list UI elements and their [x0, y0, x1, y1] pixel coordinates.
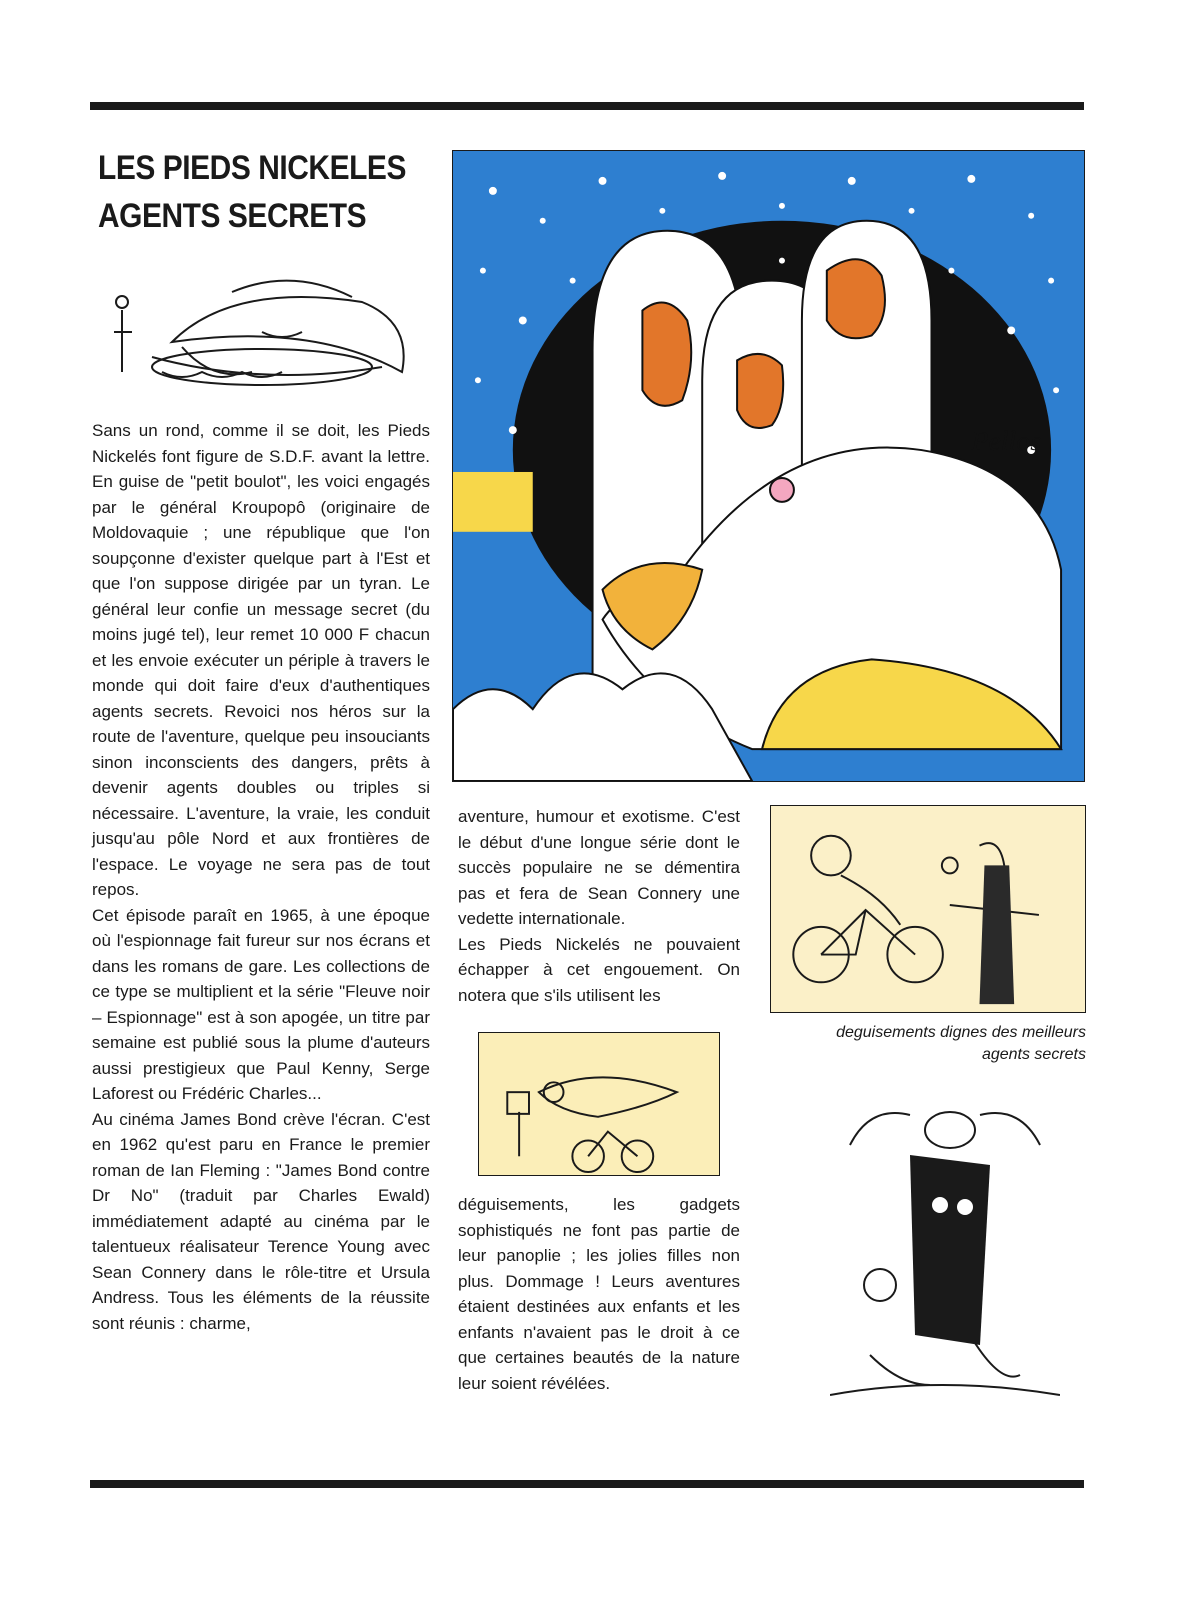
- column-2-lower-text: [458, 1192, 740, 1396]
- airplane-disguise-drawing: [479, 1033, 719, 1175]
- signature: Pellos: [971, 426, 1042, 458]
- polar-bear-illustration: [452, 150, 1085, 782]
- title-line-2: AGENTS SECRETS: [98, 197, 367, 235]
- paragraph: déguisements, les gadgets sophistiqués ne font pas partie de leur panoplie ; les jolies filles non plus. Dommage ! Leurs aventures étaient destinées aux enfants et les enfants n'avaient pas le droit à ce que certaines beautés de la nature leur soient révélées.: [458, 1195, 740, 1393]
- bicycle-disguise-drawing: [771, 806, 1085, 1012]
- hat-sleeper-drawing: [112, 262, 422, 402]
- column-1-text: [92, 418, 430, 1336]
- paragraph: aventure, humour et exotisme. C'est le début d'une longue série dont le succès populaire ne se démentira pas et fera de Sean Connery une vedette internationale.: [458, 807, 740, 928]
- running-character-illustration: [830, 1085, 1060, 1405]
- paragraph: Au cinéma James Bond crève l'écran. C'est en 1962 qu'est paru en France le premier roman de Ian Fleming : "James Bond contre Dr No" (traduit par Charles Ewald) immédiatement adapté au cinéma par le talentueux réalisateur Terence Young avec Sean Connery dans le rôle-titre et Ursula Andress. Tous les éléments de la réussite sont réunis : charme,: [92, 1109, 430, 1333]
- airplane-disguise-illustration: [478, 1032, 720, 1176]
- caption-line-2: agents secrets: [981, 1046, 1086, 1063]
- paragraph: Cet épisode paraît en 1965, à une époque où l'espionnage fait fureur sur nos écrans et dans les romans de gare. Les collections de ce type se multiplient et la série "Fleuve noir – Espionnage" est à son apogée, un titre par semaine est publié sous la plume d'auteurs aussi prestigieux que Paul Kenny, Serge Laforest ou Frédéric Charles...: [92, 905, 430, 1103]
- running-character-drawing: [830, 1085, 1060, 1405]
- hat-sleeper-illustration: [112, 262, 422, 402]
- illustration-caption: [770, 1022, 1086, 1066]
- column-2-upper-text: [458, 804, 740, 1008]
- page-title: [98, 144, 406, 240]
- title-line-1: LES PIEDS NICKELES: [98, 149, 406, 187]
- bicycle-disguise-illustration: [770, 805, 1086, 1013]
- paragraph: Les Pieds Nickelés ne pouvaient échapper à cet engouement. On notera que s'ils utilisent les: [458, 934, 740, 1005]
- top-rule: [90, 102, 1084, 110]
- polar-bear-drawing: [453, 151, 1084, 781]
- paragraph: Sans un rond, comme il se doit, les Pieds Nickelés font figure de S.D.F. avant la lettre. En guise de "petit boulot", les voici engagés par le général Kroupopô (originaire de Moldovaquie ; une république que l'on soupçonne d'exister quelque part à l'Est et que l'on suppose dirigée par un tyran. Le général leur confie un message secret (du moins jugé tel), leur remet 10 000 F chacun et les envoie exécuter un périple à travers le monde qui doit faire d'eux d'authentiques agents secrets. Revoici nos héros sur la route de l'aventure, quelque peu insouciants sinon inconscients des dangers, prêts à devenir agents doubles ou triples si nécessaire. L'aventure, la vraie, les conduit jusqu'au pôle Nord et aux frontières de l'espace. Le voyage ne sera pas de tout repos.: [92, 421, 430, 899]
- caption-line-1: deguisements dignes des meilleurs: [836, 1024, 1086, 1041]
- bottom-rule: [90, 1480, 1084, 1488]
